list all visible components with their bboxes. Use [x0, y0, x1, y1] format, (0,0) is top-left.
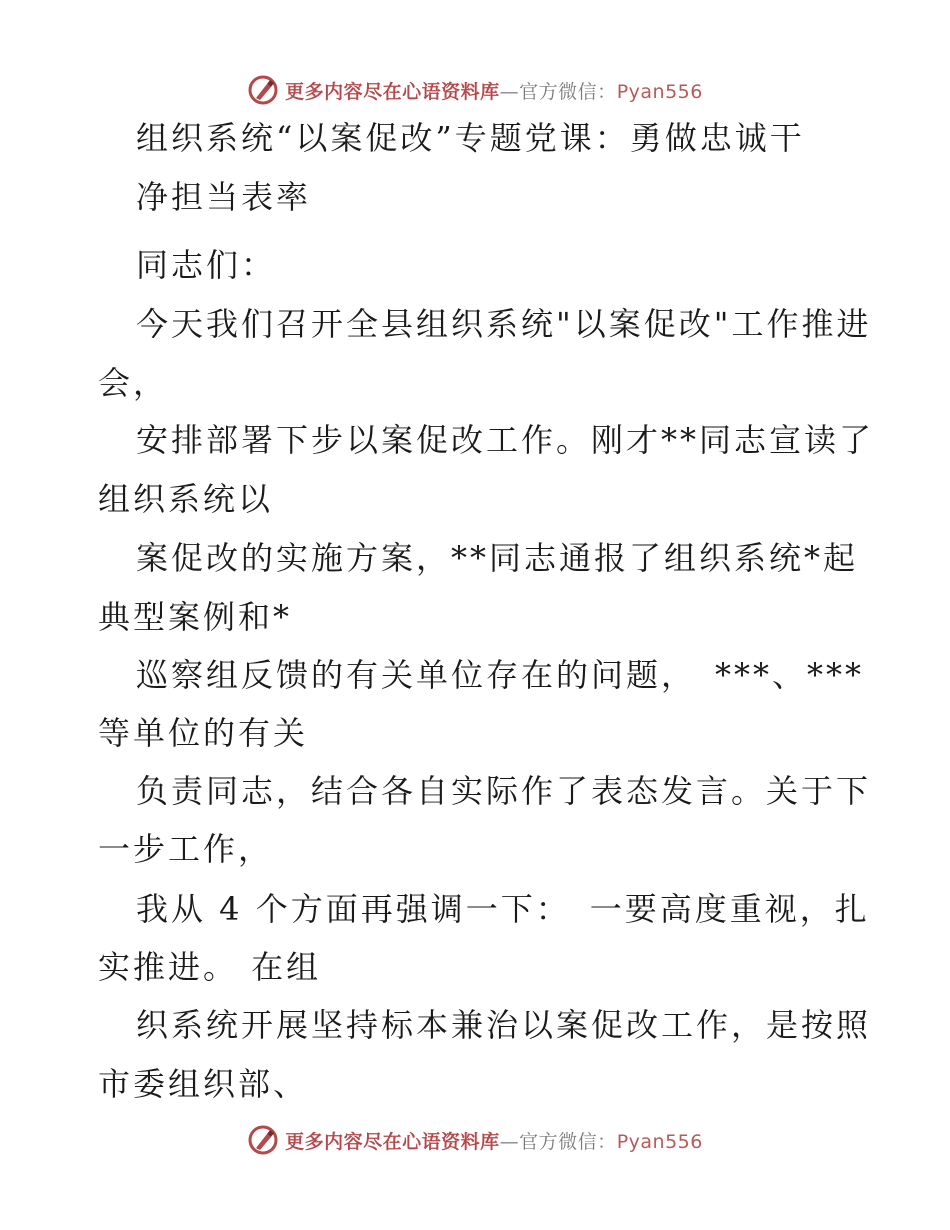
pen-circle-logo-icon	[247, 74, 279, 106]
title-line-2: 净担当表率	[136, 178, 312, 216]
paragraph-line: 织系统开展坚持标本兼治以案促改工作，是按照	[136, 1006, 872, 1044]
watermark-text	[285, 1127, 703, 1154]
footer-watermark	[0, 1120, 950, 1160]
paragraph-line: 今天我们召开全县组织系统"以案促改"工作推进	[136, 305, 872, 343]
watermark-text	[285, 77, 703, 104]
title-line-1: 组织系统“以案促改”专题党课：勇做忠诚干	[136, 119, 805, 157]
paragraph-line: 负责同志，结合各自实际作了表态发言。关于下	[136, 772, 872, 810]
paragraph-line: 安排部署下步以案促改工作。刚才**同志宣读了	[136, 421, 875, 459]
watermark-site: 更多内容尽在心语资料库	[285, 1130, 500, 1153]
pen-circle-logo-icon	[247, 1124, 279, 1156]
watermark-account: Pyan556	[616, 1130, 703, 1153]
paragraph-line: 市委组织部、	[98, 1065, 309, 1103]
paragraph-line: 等单位的有关	[98, 714, 309, 752]
watermark-site: 更多内容尽在心语资料库	[285, 80, 500, 103]
header-watermark	[0, 70, 950, 110]
paragraph-line: 会，	[98, 364, 169, 402]
watermark-dash: —	[499, 80, 520, 103]
salutation: 同志们：	[136, 246, 277, 284]
paragraph-line: 一步工作，	[98, 830, 274, 868]
watermark-wechat-label: 官方微信：	[519, 80, 617, 103]
paragraph-line: 我从 4 个方面再强调一下： 一要高度重视，扎	[136, 890, 870, 928]
paragraph-line: 实推进。 在组	[98, 948, 322, 986]
paragraph-line: 典型案例和*	[98, 598, 293, 636]
watermark-wechat-label: 官方微信：	[519, 1130, 617, 1153]
paragraph-line: 巡察组反馈的有关单位存在的问题， ***、***	[136, 656, 865, 694]
paragraph-line: 组织系统以	[98, 480, 274, 518]
watermark-dash: —	[499, 1130, 520, 1153]
watermark-account: Pyan556	[616, 80, 703, 103]
paragraph-line: 案促改的实施方案，**同志通报了组织系统*起	[136, 539, 859, 577]
